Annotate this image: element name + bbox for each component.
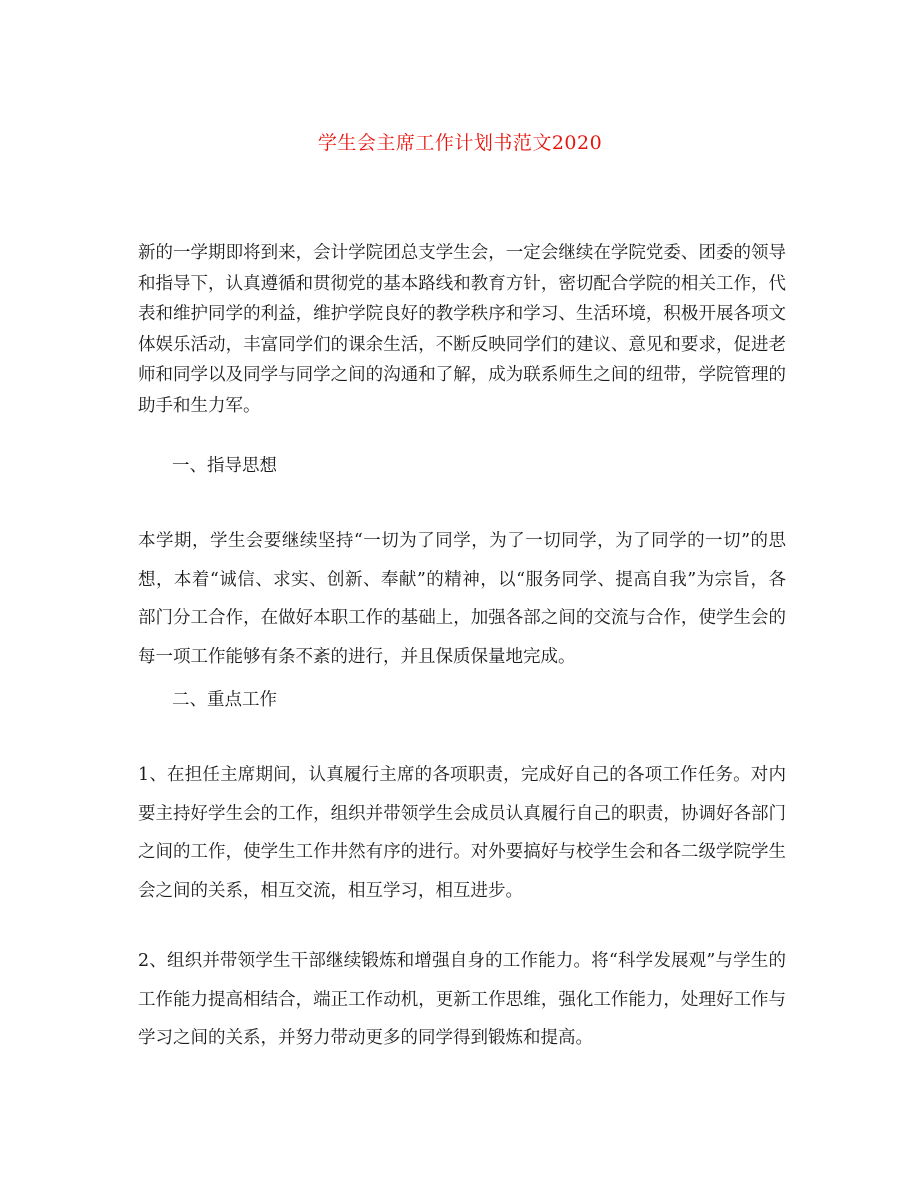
document-title: 学生会主席工作计划书范文2020 <box>317 132 603 154</box>
section-heading-guiding-thought: 一、指导思想 <box>172 456 277 476</box>
section-heading-key-work: 二、重点工作 <box>172 690 277 710</box>
key-work-item-2: 2、组织并带领学生干部继续锻炼和增强自身的工作能力。将“科学发展观”与学生的工作能力提高相结合，端正工作动机，更新工作思维，强化工作能力，处理好工作与学习之间的关系，并努力带动更多的同学得到锻炼和提高。 <box>138 951 786 1048</box>
key-work-item-1: 1、在担任主席期间，认真履行主席的各项职责，完成好自己的各项工作任务。对内要主持好学生会的工作，组织并带领学生会成员认真履行自己的职责，协调好各部门之间的工作，使学生工作井然有序的进行。对外要搞好与校学生会和各二级学院学生会之间的关系，相互交流，相互学习，相互进步。 <box>138 765 786 901</box>
intro-paragraph: 新的一学期即将到来，会计学院团总支学生会，一定会继续在学院党委、团委的领导和指导下，认真遵循和贯彻党的基本路线和教育方针，密切配合学院的相关工作，代表和维护同学的利益，维护学院良好的教学秩序和学习、生活环境，积极开展各项文体娱乐活动，丰富同学们的课余生活，不断反映同学们的建议、意见和要求，促进老师和同学以及同学与同学之间的沟通和了解，成为联系师生之间的纽带，学院管理的助手和生力军。 <box>138 243 786 416</box>
section-paragraph-guiding-thought: 本学期，学生会要继续坚持“一切为了同学，为了一切同学，为了同学的一切”的思想，本着“诚信、求实、创新、奉献”的精神，以“服务同学、提高自我”为宗旨，各部门分工合作，在做好本职工作的基础上，加强各部之间的交流与合作，使学生会的每一项工作能够有条不紊的进行，并且保质保量地完成。 <box>138 531 786 667</box>
